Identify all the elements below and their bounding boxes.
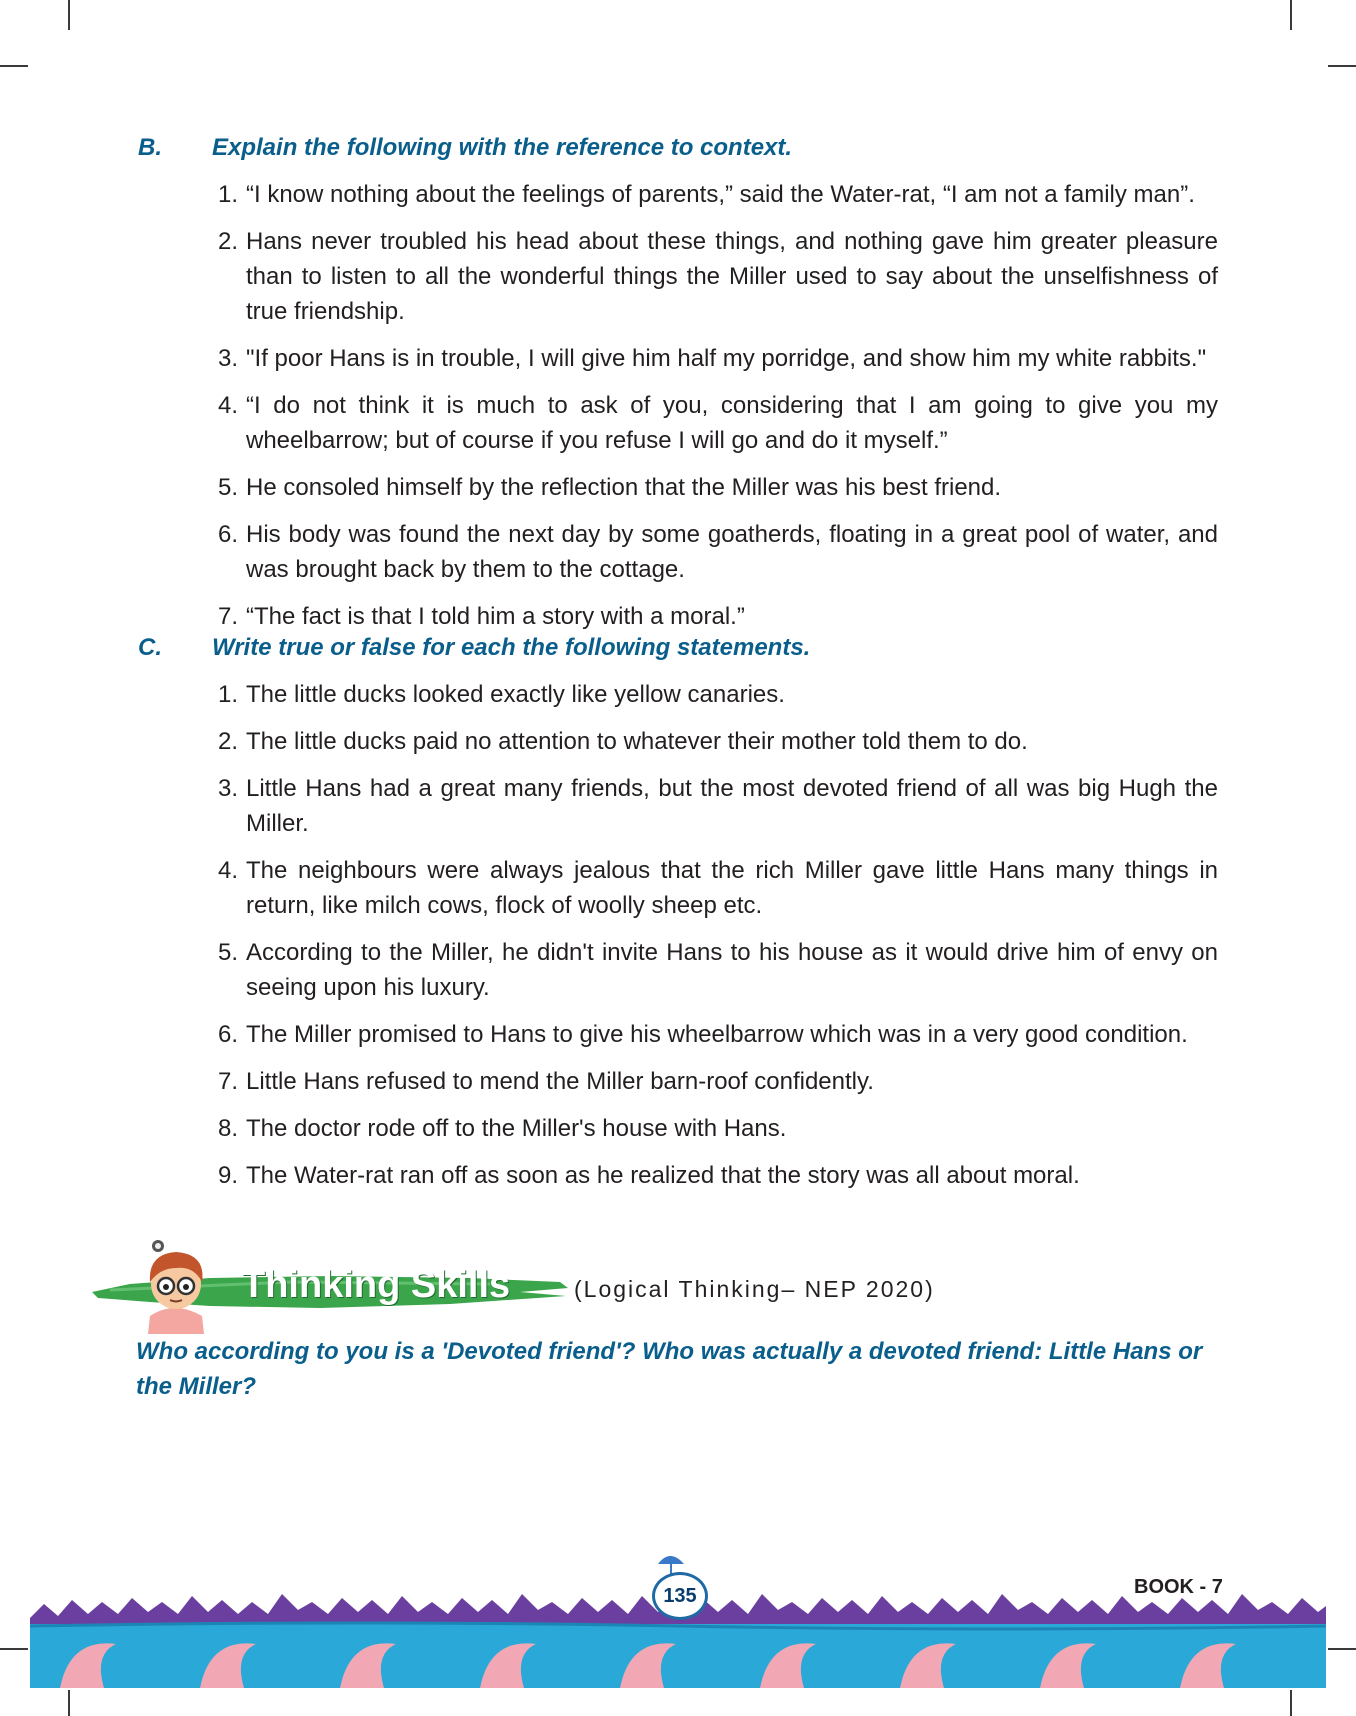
section-c-title: Write true or false for each the following statements.	[212, 634, 811, 661]
item-number: 6.	[217, 1021, 238, 1048]
item-number: 5.	[217, 474, 238, 501]
list-item	[0, 771, 1218, 841]
list-item	[0, 724, 1218, 759]
item-text: “I know nothing about the feelings of parents,” said the Water-rat, “I am not a family man”.	[246, 181, 1195, 208]
section-b-list	[0, 177, 1356, 646]
list-item	[0, 677, 1218, 712]
list-item	[0, 1111, 1218, 1146]
section-b-letter: B.	[138, 134, 162, 161]
item-number: 8.	[217, 1115, 238, 1142]
item-number: 1.	[217, 181, 238, 208]
list-item	[0, 341, 1218, 376]
list-item	[0, 224, 1218, 329]
item-text: The doctor rode off to the Miller's house with Hans.	[246, 1115, 787, 1142]
list-item	[0, 470, 1218, 505]
list-item	[0, 1017, 1218, 1052]
list-item	[0, 388, 1218, 458]
section-c-list	[0, 677, 1356, 1205]
list-item	[0, 935, 1218, 1005]
thinking-boy-icon	[148, 1240, 204, 1334]
item-text: “The fact is that I told him a story with a moral.”	[246, 603, 745, 630]
item-text: The little ducks looked exactly like yellow canaries.	[246, 681, 785, 708]
item-number: 7.	[217, 603, 238, 630]
item-text: Little Hans had a great many friends, but the most devoted friend of all was big Hugh the Miller.	[246, 775, 1218, 837]
thinking-question: Who according to you is a 'Devoted friend'? Who was actually a devoted friend: Little Hans or the Miller?	[136, 1338, 1203, 1400]
item-number: 7.	[217, 1068, 238, 1095]
page-number: 135	[652, 1572, 708, 1620]
item-text: The little ducks paid no attention to whatever their mother told them to do.	[246, 728, 1028, 755]
item-number: 4.	[217, 392, 238, 419]
item-text: Little Hans refused to mend the Miller barn-roof confidently.	[246, 1068, 874, 1095]
item-number: 5.	[217, 939, 238, 966]
list-item	[0, 1158, 1218, 1193]
thinking-skills-label: Thinking Skills	[242, 1264, 511, 1306]
item-number: 1.	[217, 681, 238, 708]
list-item	[0, 517, 1218, 587]
item-text: According to the Miller, he didn't invite Hans to his house as it would drive him of envy on seeing upon his luxury.	[246, 939, 1218, 1001]
section-b-title: Explain the following with the reference to context.	[212, 134, 793, 161]
list-item	[0, 1064, 1218, 1099]
item-text: The neighbours were always jealous that the rich Miller gave little Hans many things in return, like milch cows, flock of woolly sheep etc.	[246, 857, 1218, 919]
item-text: "If poor Hans is in trouble, I will give him half my porridge, and show him my white rabbits."	[246, 345, 1207, 372]
list-item	[0, 853, 1218, 923]
item-text: The Water-rat ran off as soon as he realized that the story was all about moral.	[246, 1162, 1080, 1189]
item-number: 9.	[217, 1162, 238, 1189]
item-number: 4.	[217, 857, 238, 884]
section-c-letter: C.	[138, 634, 162, 661]
item-number: 3.	[217, 345, 238, 372]
item-text: He consoled himself by the reflection that the Miller was his best friend.	[246, 474, 1002, 501]
list-item	[0, 599, 1218, 634]
list-item	[0, 177, 1218, 212]
thinking-skills-subtitle: (Logical Thinking– NEP 2020)	[574, 1276, 935, 1302]
item-text: “I do not think it is much to ask of you, considering that I am going to give you my wheelbarrow; but of course if you refuse I will go and do it myself.”	[246, 392, 1218, 454]
item-text: The Miller promised to Hans to give his wheelbarrow which was in a very good condition.	[246, 1021, 1188, 1048]
item-number: 3.	[217, 775, 238, 802]
item-number: 2.	[217, 728, 238, 755]
item-number: 2.	[217, 228, 238, 255]
item-number: 6.	[217, 521, 238, 548]
item-text: Hans never troubled his head about these things, and nothing gave him greater pleasure than to listen to all the wonderful things the Miller used to say about the unselfishness of true friendship.	[246, 228, 1218, 325]
book-label: BOOK - 7	[1134, 1576, 1223, 1598]
item-text: His body was found the next day by some goatherds, floating in a great pool of water, and was brought back by them to the cottage.	[246, 521, 1218, 583]
